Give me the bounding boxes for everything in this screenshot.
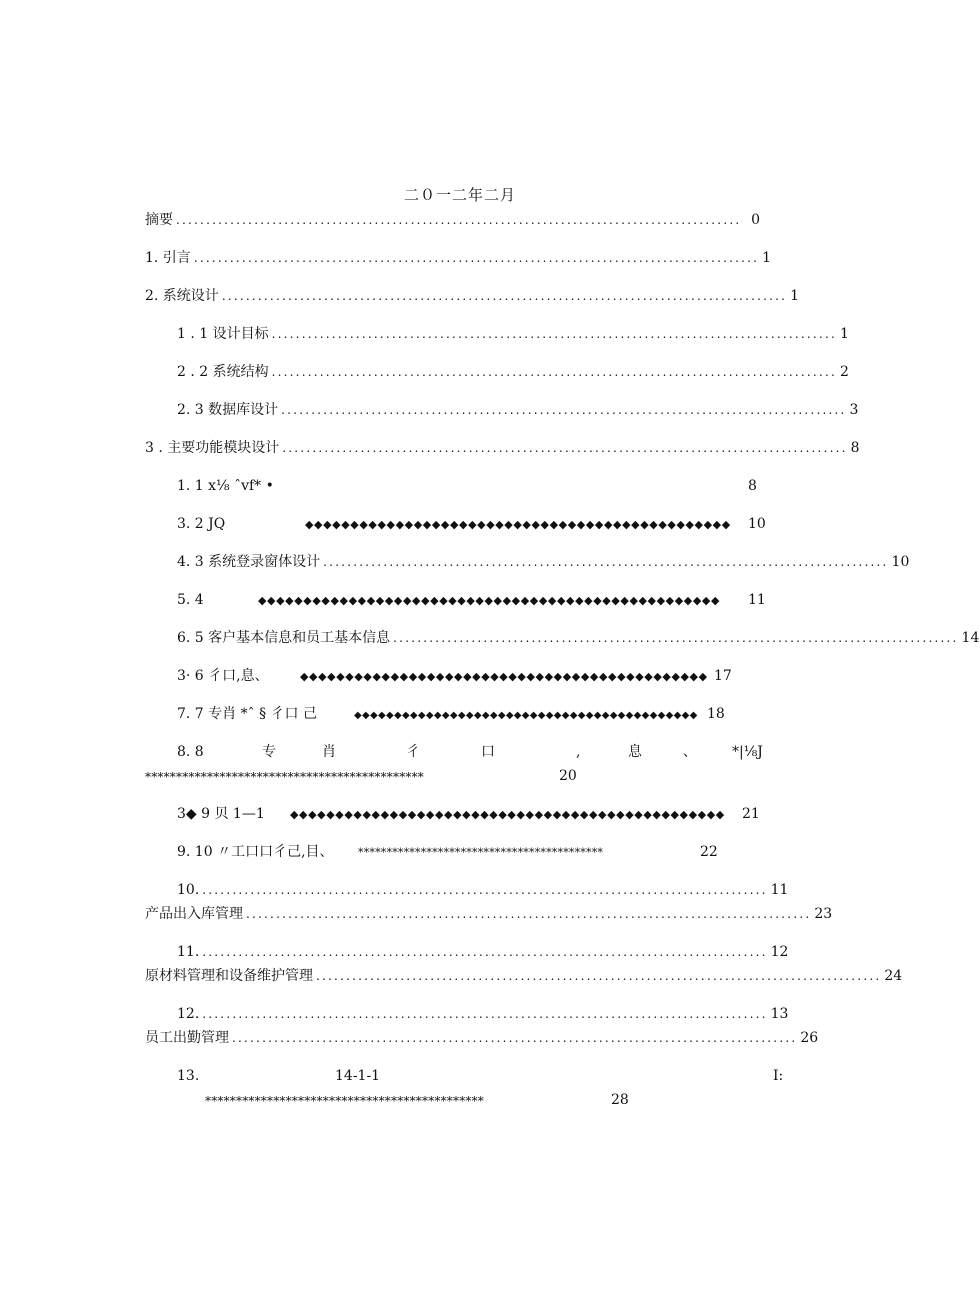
document-date-title: 二０一二年二月 — [403, 186, 516, 204]
toc-entry-label[interactable]: 3· 6 彳口,息、 — [177, 668, 269, 684]
toc-page-number: 23 — [814, 906, 833, 922]
toc-entry-label[interactable]: 1. 1 x⅛ ˆvf* • — [177, 478, 274, 494]
toc-entry-label: 6. 5 客户基本信息和员工基本信息 — [177, 630, 391, 646]
toc-entry-number-line[interactable] — [177, 880, 789, 900]
toc-entry-spread-part: 肖 — [322, 744, 336, 760]
toc-dot-leader: .............................................................................................. — [232, 1031, 798, 1045]
toc-entry-product-inventory[interactable] — [145, 904, 833, 924]
toc-entry-label: 4. 3 系统登录窗体设计 — [177, 554, 321, 570]
toc-page-number: 11 — [770, 882, 789, 898]
toc-page-number: 8 — [850, 440, 860, 456]
toc-dot-leader: .............................................................................................. — [221, 289, 788, 303]
toc-entry-customer-staff-info[interactable] — [177, 628, 979, 648]
toc-entry-number-line[interactable] — [177, 942, 789, 962]
toc-entry-label[interactable]: 5. 4 — [177, 592, 204, 608]
toc-entry-spread-part: 专 — [262, 744, 276, 760]
toc-entry-label: 1 . 1 设计目标 — [177, 326, 269, 342]
toc-entry-spread-part: 彳 — [406, 744, 420, 760]
toc-page-number: 12 — [770, 944, 789, 960]
toc-page-number: 13 — [770, 1006, 789, 1022]
toc-diamond-leader: ◆◆◆◆◆◆◆◆◆◆◆◆◆◆◆◆◆◆◆◆◆◆◆◆◆◆◆◆◆◆◆◆◆◆◆◆◆◆◆◆◆◆◆◆◆ — [300, 670, 708, 683]
toc-page-number: 14 — [961, 630, 979, 646]
toc-entry-number[interactable]: 13. — [177, 1068, 200, 1084]
toc-page-number: 26 — [800, 1030, 819, 1046]
toc-entry-intro[interactable] — [145, 248, 772, 268]
toc-entry-number: 11. — [177, 944, 200, 960]
toc-entry-label: 员工出勤管理 — [145, 1030, 229, 1046]
toc-entry-login-form[interactable] — [177, 552, 910, 572]
toc-entry-materials-equipment[interactable] — [145, 966, 903, 986]
toc-dot-leader: .............................................................................................. — [271, 365, 837, 379]
toc-page-number: 28 — [611, 1092, 629, 1108]
toc-dot-leader: .............................................................................................. — [202, 945, 768, 959]
toc-page-number: 1 — [762, 250, 772, 266]
toc-entry-main-modules[interactable] — [145, 438, 860, 458]
toc-dot-leader: .............................................................................................. — [271, 327, 837, 341]
toc-entry-system-structure[interactable] — [177, 362, 849, 382]
toc-star-leader: ********************************************* — [205, 1094, 484, 1108]
toc-dot-leader: .............................................................................................. — [281, 403, 847, 417]
toc-entry-number: 12. — [177, 1006, 200, 1022]
toc-entry-label: 2 . 2 系统结构 — [177, 364, 269, 380]
toc-entry-label: 1. 引言 — [145, 250, 191, 266]
toc-page-number: 18 — [707, 706, 725, 722]
toc-entry-label: 摘要 — [145, 212, 173, 228]
toc-diamond-leader: ◆◆◆◆◆◆◆◆◆◆◆◆◆◆◆◆◆◆◆◆◆◆◆◆◆◆◆◆◆◆◆◆◆◆◆◆◆◆◆◆◆◆◆◆◆◆◆◆◆◆◆ — [258, 594, 721, 607]
toc-entry-spread-part: 、 — [683, 744, 697, 760]
toc-entry-label[interactable]: 9. 10 〃工口口彳己,目、 — [177, 844, 334, 860]
toc-diamond-leader: ◆◆◆◆◆◆◆◆◆◆◆◆◆◆◆◆◆◆◆◆◆◆◆◆◆◆◆◆◆◆◆◆◆◆◆◆◆◆◆◆◆◆◆ — [354, 710, 698, 721]
toc-entry-database-design[interactable] — [177, 400, 859, 420]
toc-page-number: 2 — [839, 364, 849, 380]
toc-page-number: 8 — [748, 478, 757, 494]
toc-dot-leader: .............................................................................................. — [202, 883, 768, 897]
toc-page-number: 22 — [700, 844, 718, 860]
toc-dot-leader: .............................................................................................. — [316, 969, 882, 983]
toc-entry-label: 2. 系统设计 — [145, 288, 219, 304]
toc-entry-system-design[interactable] — [145, 286, 800, 306]
toc-star-leader: ******************************************* — [358, 846, 604, 859]
toc-entry-label: 14-1-1 — [335, 1068, 381, 1084]
toc-page-number: 11 — [748, 592, 766, 608]
toc-entry-label: 原材料管理和设备维护管理 — [145, 968, 313, 984]
toc-page-number: 1 — [790, 288, 800, 304]
toc-dot-leader: .............................................................................................. — [246, 907, 812, 921]
toc-dot-leader: .............................................................................................. — [202, 1007, 768, 1021]
toc-entry-label[interactable]: 7. 7 专肖 *ˆ § 彳口 己 — [177, 706, 317, 722]
toc-page-number: 10 — [748, 516, 766, 532]
toc-entry-number: 10. — [177, 882, 200, 898]
toc-entry-spread-part: 息 — [628, 744, 642, 760]
toc-star-leader: ********************************************* — [145, 770, 424, 784]
toc-page-number: 17 — [714, 668, 732, 684]
toc-dot-leader: .............................................................................................. — [393, 631, 959, 645]
toc-entry-design-goal[interactable] — [177, 324, 849, 344]
toc-entry-label[interactable]: 3◆ 9 贝 1—1 — [177, 806, 265, 822]
toc-dot-leader: .............................................................................................. — [176, 213, 742, 227]
toc-diamond-leader: ◆◆◆◆◆◆◆◆◆◆◆◆◆◆◆◆◆◆◆◆◆◆◆◆◆◆◆◆◆◆◆◆◆◆◆◆◆◆◆◆◆◆◆◆◆◆◆ — [305, 518, 731, 531]
toc-page-number: 24 — [884, 968, 903, 984]
toc-dot-leader: .............................................................................................. — [282, 441, 848, 455]
toc-page-number: 21 — [742, 806, 760, 822]
toc-entry-abstract[interactable] — [145, 210, 760, 230]
toc-page-number: 10 — [891, 554, 910, 570]
toc-entry-number-line[interactable] — [177, 1004, 789, 1024]
toc-page-number: 1 — [839, 326, 849, 342]
toc-entry-spread-part[interactable]: 8. 8 — [177, 744, 204, 760]
toc-dot-leader: .............................................................................................. — [323, 555, 889, 569]
toc-entry-label: I: — [773, 1068, 784, 1084]
toc-entry-label: 产品出入库管理 — [145, 906, 243, 922]
toc-entry-label: 2. 3 数据库设计 — [177, 402, 279, 418]
toc-entry-spread-part: , — [576, 744, 581, 760]
toc-entry-label: 3 . 主要功能模块设计 — [145, 440, 280, 456]
toc-entry-spread-part: 口 — [481, 744, 495, 760]
toc-dot-leader: .............................................................................................. — [193, 251, 760, 265]
toc-page-number: 20 — [559, 768, 577, 784]
toc-entry-staff-attendance[interactable] — [145, 1028, 819, 1048]
toc-page-number: 0 — [751, 212, 760, 228]
toc-page-number: 3 — [849, 402, 859, 418]
toc-diamond-leader: ◆◆◆◆◆◆◆◆◆◆◆◆◆◆◆◆◆◆◆◆◆◆◆◆◆◆◆◆◆◆◆◆◆◆◆◆◆◆◆◆◆◆◆◆◆◆◆◆ — [290, 808, 725, 821]
toc-entry-label[interactable]: 3. 2 JQ — [177, 516, 226, 532]
toc-entry-spread-part: *|⅛J — [732, 744, 763, 760]
